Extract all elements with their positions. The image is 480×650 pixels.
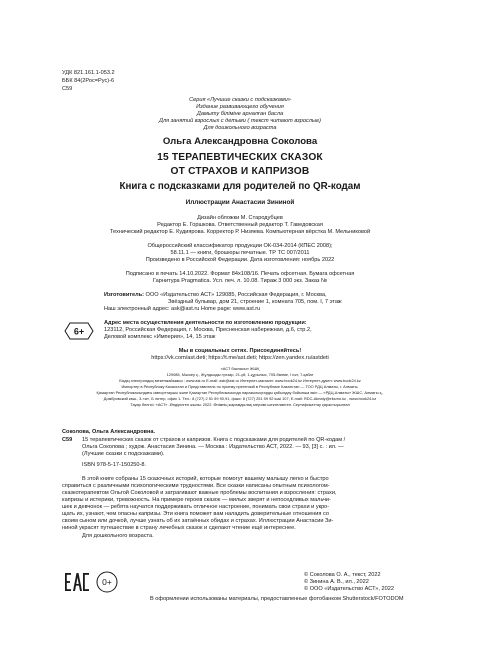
catalog-heading: Соколова, Ольга Александровна. <box>62 429 156 435</box>
isbn: ISBN 978-5-17-150250-8. <box>82 462 147 468</box>
print-info-line: Гарнитура Pragmatica. Усл. печ. л. 10.08. Тираж 3 000 экз. Заказ № <box>152 278 328 284</box>
book-subtitle: Книга с подсказками для родителей по QR-кодам <box>119 181 361 192</box>
annotation-line: своим сыном или дочкой, лучше узнать об их затаённых обидах и страхах. Иллюстрации Анастасии Зи- <box>62 518 334 524</box>
okp-line: Общероссийский классификатор продукции ОК-034-2014 (КПЕС 2008); <box>147 243 333 249</box>
author-name: Ольга Александровна Соколова <box>162 136 318 147</box>
annotation-line: щать их, узнают, чем опасны капризы. Эти книга поможет вам наладить доверительные отношения со <box>62 511 329 517</box>
copyright-line: © Соколова О. А., текст, 2022 <box>304 572 381 578</box>
credits-line: Дизайн обложки М. Стародубцев <box>197 215 283 221</box>
age-rating-6-label: 6+ <box>73 326 85 337</box>
catalog-line: (Лучшие сказки с подсказками). <box>82 451 165 457</box>
annotation-line: сказкотерапевтом Ольгой Соколовой и затрагивают важные проблемы воспитания и взросления: страхи, <box>62 490 337 496</box>
annotation-line: шек и девчонок — ребята научатся поддерживать отличное настроение, понимать свои страхи и укро- <box>62 504 330 510</box>
bbk-code: ББК 84(2Рос=Рус)-6 <box>62 78 115 84</box>
production-address-line: Деловой комплекс «Империя», 14, 15 этаж <box>104 334 216 340</box>
annotation-line: капризы и истерики, тревожность. На примере героев сказок — милых зверят и непоседливых мальчи- <box>62 497 331 503</box>
photo-credit: В оформлении использованы материалы, предоставленные фотобанком Shutterstock/FOTODOM <box>150 596 404 602</box>
credits-line: Технический редактор Е. Кудиярова. Корректор Р. Низяева. Компьютерная вёрстка М. Мельниковой <box>109 229 371 235</box>
catalog-code: С59 <box>62 437 73 443</box>
kazakh-line: Импортер в Республику Казахстан и Представитель по приему претензий в Республике Казахстан — ТОО РДЦ Алматы, г. Алматы, <box>121 384 359 389</box>
credits-line: Редактор Е. Горшкова. Ответственный редактор Т. Гаведовская <box>157 222 323 228</box>
age-rating-0-label: 0+ <box>102 577 112 588</box>
age-rating-0-mark <box>96 571 118 593</box>
age-rating-6-mark <box>64 322 94 340</box>
manufacturer-address: ООО «Издательство АСТ» 129085, Российская Федерация, г. Москва, <box>144 292 327 298</box>
print-info-line: Подписано в печать 14.10.2022. Формат 84x108/16. Печать офсетная. Бумага офсетная <box>125 271 355 277</box>
book-title-line-1: 15 ТЕРАПЕВТИЧЕСКИХ СКАЗОК <box>157 152 323 163</box>
udk-code: УДК 821.161.1-053.2 <box>62 70 115 76</box>
illustrator: Иллюстрации Анастасии Зининой <box>185 199 295 206</box>
catalog-line: Ольга Соколова ; худож. Анастасия Зинина. — Москва : Издательство АСТ, 2022. — 93, [3] с. : ил. — <box>82 444 344 450</box>
book-title-line-2: ОТ СТРАХОВ И КАПРИЗОВ <box>170 166 310 177</box>
series-line: Для занятий взрослых с детьми ( текст читают взрослые) <box>159 118 321 124</box>
manufacturer-label: Изготовитель: <box>104 292 144 298</box>
age-note: Для дошкольного возраста. <box>82 533 154 539</box>
copyright-line: © Зинина А. В., ил., 2022 <box>304 579 369 585</box>
eac-mark-label: EAC <box>64 572 67 573</box>
copyright-line: © ООО «Издательство АСТ», 2022 <box>304 586 394 592</box>
author-mark: С59 <box>62 86 73 92</box>
social-links: https://vk.com/ast.deti; https://t.me/ast.deti; https://zen.yandex.ru/astdeti <box>151 355 329 361</box>
series-line: Дамыту бiлiмiне арналған басла <box>196 111 284 117</box>
kazakh-line: Домбровский көш., 3-«а», Б литер, офис 1. Тел.: 8 (727) 2 51 59 90,91, факс: 8 (727) 251 59 92 ішкі 107; E-mail: RDC-Almaty@eksmo.kz , www.book24.kz <box>103 396 377 401</box>
okp-line: 58.11.1 — книги, брошюры печатные. ТР ТС 007/2011 <box>170 250 310 256</box>
social-heading: Мы в социальных сетях. Присоединяйтесь! <box>178 348 302 354</box>
kazakh-line: 129085, Мәскеу қ., Жұлдызды гүлзар, 21-үй, 1-құрылыс, 705-бөлме, I пәт, 7-қабат <box>166 372 314 377</box>
kazakh-line: «АСТ баспасы» ЖШҚ <box>220 366 260 371</box>
production-address-label: Адрес места осуществления деятельности по изготовлению продукции: <box>104 320 307 326</box>
annotation-line: ниной украсят путешествие в страну лечебных сказок и сделают чтение ещё интереснее. <box>62 525 296 531</box>
manufacturer-contacts: Наш электронный адрес: ask@ast.ru Home page: www.ast.ru <box>104 306 261 312</box>
kazakh-line: Біздің электрондық мекенжайымыз : www.ast.ru E-mail: ask@ast.ru Интернет-магазин: www.book24.kz Интернет-дукен: www.book24.kz <box>119 378 361 383</box>
series-line: Для дошкольного возраста <box>203 125 277 131</box>
okp-line: Произведено в Российской Федерации. Дата изготовления: ноябрь 2022 <box>145 257 335 263</box>
eac-mark <box>64 572 90 592</box>
manufacturer-line-2: Звёздный бульвар, дом 21, строение 1, комната 705, пом. I, 7 этаж <box>168 299 342 305</box>
annotation-line: справиться с различными психологическими трудностями. Все сказки написаны опытным психологом- <box>62 483 330 489</box>
kazakh-line: Қазақстан Республикасындағы импорттаушы және Қазақстан Республикасында наразылықтарды қабылдау бойынша өкіл — «РДЦ-Алматы» ЖШС, Алматы қ., <box>96 390 384 395</box>
kazakh-line: Тауар белгісі: «АСТ» -Өндірілген жылы: 2022. Өнімнің жарамдылық мерзімі шектелмеген. Сертификаттау қарастырылған <box>130 402 350 407</box>
annotation-line: В этой книге собраны 15 сказочных историй, которые помогут вашему малышу легко и быстро <box>82 476 329 482</box>
series-line: Издание развивающего обучения <box>196 104 284 110</box>
series-line: Серия «Лучшие сказки с подсказками» <box>189 97 291 103</box>
catalog-line: 15 терапевтических сказок от страхов и капризов. Книга с подсказками для родителей по QR-кодам / <box>82 437 346 443</box>
production-address-line: 123112, Российская Федерация, г. Москва, Пресненская набережная, д.6, стр.2, <box>104 327 312 333</box>
